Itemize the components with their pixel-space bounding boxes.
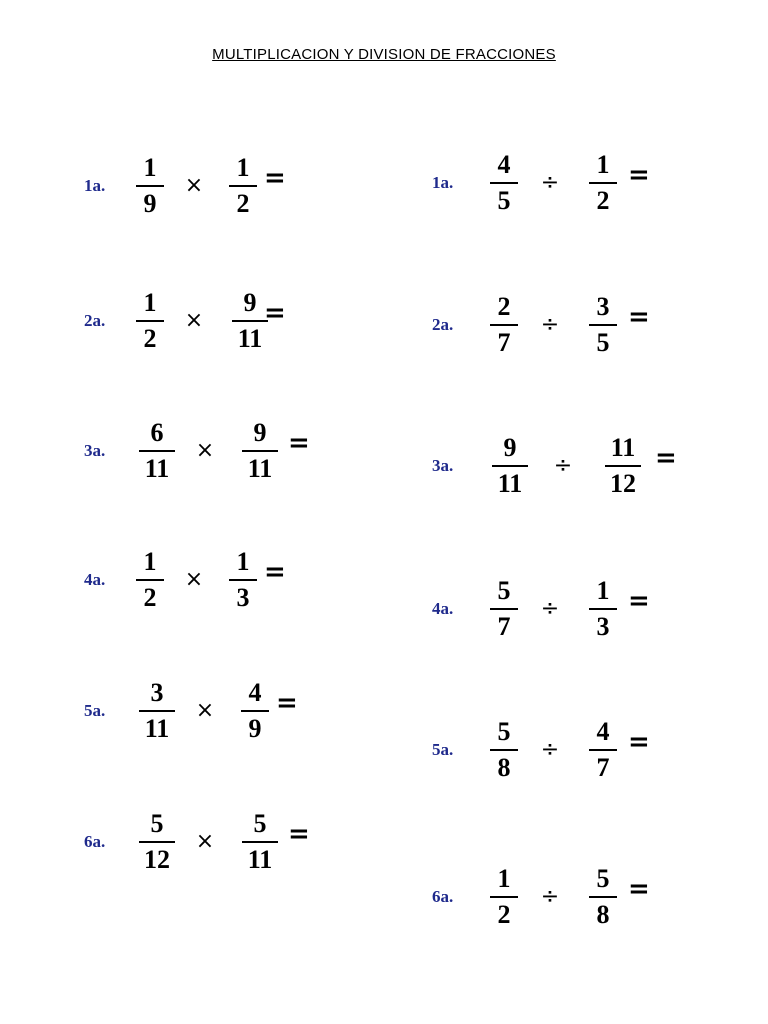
numerator: 4 xyxy=(248,678,262,707)
fraction-bar xyxy=(589,749,617,751)
equals-sign: = xyxy=(628,160,650,190)
numerator: 4 xyxy=(497,150,511,179)
equals-sign: = xyxy=(288,819,310,849)
equals-sign: = xyxy=(264,163,286,193)
numerator: 9 xyxy=(503,433,517,462)
fraction-bar xyxy=(139,841,175,843)
denominator: 9 xyxy=(143,189,157,218)
numerator: 1 xyxy=(143,153,157,182)
problem-label: 1a. xyxy=(84,176,106,195)
problem-label: 5a. xyxy=(84,701,106,720)
multiply-sign: × xyxy=(184,308,204,333)
second-fraction xyxy=(240,419,280,483)
fraction-bar xyxy=(490,324,518,326)
equals-sign: = xyxy=(655,443,677,473)
numerator: 4 xyxy=(596,717,610,746)
second-fraction xyxy=(583,293,623,357)
second-fraction xyxy=(240,810,280,874)
denominator: 2 xyxy=(596,186,610,215)
divide-sign: ÷ xyxy=(540,312,560,337)
denominator: 5 xyxy=(497,186,511,215)
first-fraction xyxy=(484,865,524,929)
denominator: 3 xyxy=(596,612,610,641)
denominator: 2 xyxy=(143,324,157,353)
denominator: 11 xyxy=(144,454,170,483)
fraction-bar xyxy=(589,182,617,184)
second-fraction xyxy=(223,154,263,218)
multiply-sign: × xyxy=(184,567,204,592)
fraction-bar xyxy=(490,608,518,610)
numerator: 5 xyxy=(253,809,267,838)
divide-sign: ÷ xyxy=(540,737,560,762)
problem-label: 3a. xyxy=(84,441,106,460)
problem-label: 5a. xyxy=(432,740,454,759)
multiply-sign: × xyxy=(195,829,215,854)
multiply-sign: × xyxy=(195,438,215,463)
first-fraction xyxy=(137,419,177,483)
problem-label: 6a. xyxy=(84,832,106,851)
numerator: 1 xyxy=(236,153,250,182)
denominator: 7 xyxy=(497,612,511,641)
denominator: 2 xyxy=(143,583,157,612)
equals-sign: = xyxy=(628,874,650,904)
fraction-bar xyxy=(136,185,164,187)
fraction-bar xyxy=(229,579,257,581)
numerator: 3 xyxy=(150,678,164,707)
problem-label: 4a. xyxy=(84,570,106,589)
denominator: 12 xyxy=(144,845,170,874)
divide-sign: ÷ xyxy=(540,884,560,909)
denominator: 3 xyxy=(236,583,250,612)
denominator: 8 xyxy=(497,753,511,782)
fraction-bar xyxy=(490,182,518,184)
numerator: 2 xyxy=(497,292,511,321)
numerator: 5 xyxy=(497,717,511,746)
divide-sign: ÷ xyxy=(540,170,560,195)
equals-sign: = xyxy=(288,428,310,458)
fraction-bar xyxy=(605,465,641,467)
numerator: 1 xyxy=(596,576,610,605)
multiply-sign: × xyxy=(195,698,215,723)
numerator: 1 xyxy=(596,150,610,179)
denominator: 9 xyxy=(248,714,262,743)
fraction-bar xyxy=(229,185,257,187)
fraction-bar xyxy=(242,841,278,843)
problem-label: 1a. xyxy=(432,173,454,192)
denominator: 12 xyxy=(610,469,636,498)
divide-sign: ÷ xyxy=(540,596,560,621)
first-fraction xyxy=(130,289,170,353)
numerator: 5 xyxy=(150,809,164,838)
problem-label: 3a. xyxy=(432,456,454,475)
denominator: 11 xyxy=(497,469,523,498)
first-fraction xyxy=(484,718,524,782)
multiply-sign: × xyxy=(184,173,204,198)
fraction-bar xyxy=(136,579,164,581)
fraction-bar xyxy=(492,465,528,467)
denominator: 8 xyxy=(596,900,610,929)
equals-sign: = xyxy=(264,298,286,328)
second-fraction xyxy=(583,718,623,782)
numerator: 11 xyxy=(610,433,636,462)
second-fraction xyxy=(223,548,263,612)
first-fraction xyxy=(130,548,170,612)
numerator: 1 xyxy=(497,864,511,893)
problem-label: 2a. xyxy=(432,315,454,334)
first-fraction xyxy=(137,810,177,874)
denominator: 2 xyxy=(236,189,250,218)
numerator: 5 xyxy=(596,864,610,893)
second-fraction xyxy=(583,577,623,641)
denominator: 7 xyxy=(497,328,511,357)
numerator: 1 xyxy=(143,547,157,576)
first-fraction xyxy=(137,679,177,743)
second-fraction xyxy=(603,434,643,498)
denominator: 11 xyxy=(237,324,263,353)
fraction-bar xyxy=(589,896,617,898)
first-fraction xyxy=(484,577,524,641)
second-fraction xyxy=(235,679,275,743)
denominator: 2 xyxy=(497,900,511,929)
equals-sign: = xyxy=(628,302,650,332)
problem-label: 6a. xyxy=(432,887,454,906)
equals-sign: = xyxy=(628,586,650,616)
first-fraction xyxy=(484,293,524,357)
first-fraction xyxy=(130,154,170,218)
problem-label: 2a. xyxy=(84,311,106,330)
numerator: 6 xyxy=(150,418,164,447)
second-fraction xyxy=(583,151,623,215)
numerator: 3 xyxy=(596,292,610,321)
fraction-bar xyxy=(136,320,164,322)
fraction-bar xyxy=(589,324,617,326)
fraction-bar xyxy=(490,896,518,898)
worksheet-title: MULTIPLICACION Y DIVISION DE FRACCIONES xyxy=(212,46,556,63)
numerator: 9 xyxy=(253,418,267,447)
numerator: 1 xyxy=(143,288,157,317)
numerator: 5 xyxy=(497,576,511,605)
fraction-bar xyxy=(242,450,278,452)
first-fraction xyxy=(484,151,524,215)
numerator: 9 xyxy=(243,288,257,317)
denominator: 11 xyxy=(247,454,273,483)
denominator: 7 xyxy=(596,753,610,782)
numerator: 1 xyxy=(236,547,250,576)
denominator: 5 xyxy=(596,328,610,357)
fraction-bar xyxy=(232,320,268,322)
equals-sign: = xyxy=(628,727,650,757)
second-fraction xyxy=(583,865,623,929)
fraction-bar xyxy=(241,710,269,712)
fraction-bar xyxy=(139,710,175,712)
first-fraction xyxy=(490,434,530,498)
fraction-bar xyxy=(139,450,175,452)
equals-sign: = xyxy=(276,688,298,718)
fraction-bar xyxy=(490,749,518,751)
denominator: 11 xyxy=(144,714,170,743)
fraction-bar xyxy=(589,608,617,610)
problem-label: 4a. xyxy=(432,599,454,618)
divide-sign: ÷ xyxy=(553,453,573,478)
equals-sign: = xyxy=(264,557,286,587)
denominator: 11 xyxy=(247,845,273,874)
